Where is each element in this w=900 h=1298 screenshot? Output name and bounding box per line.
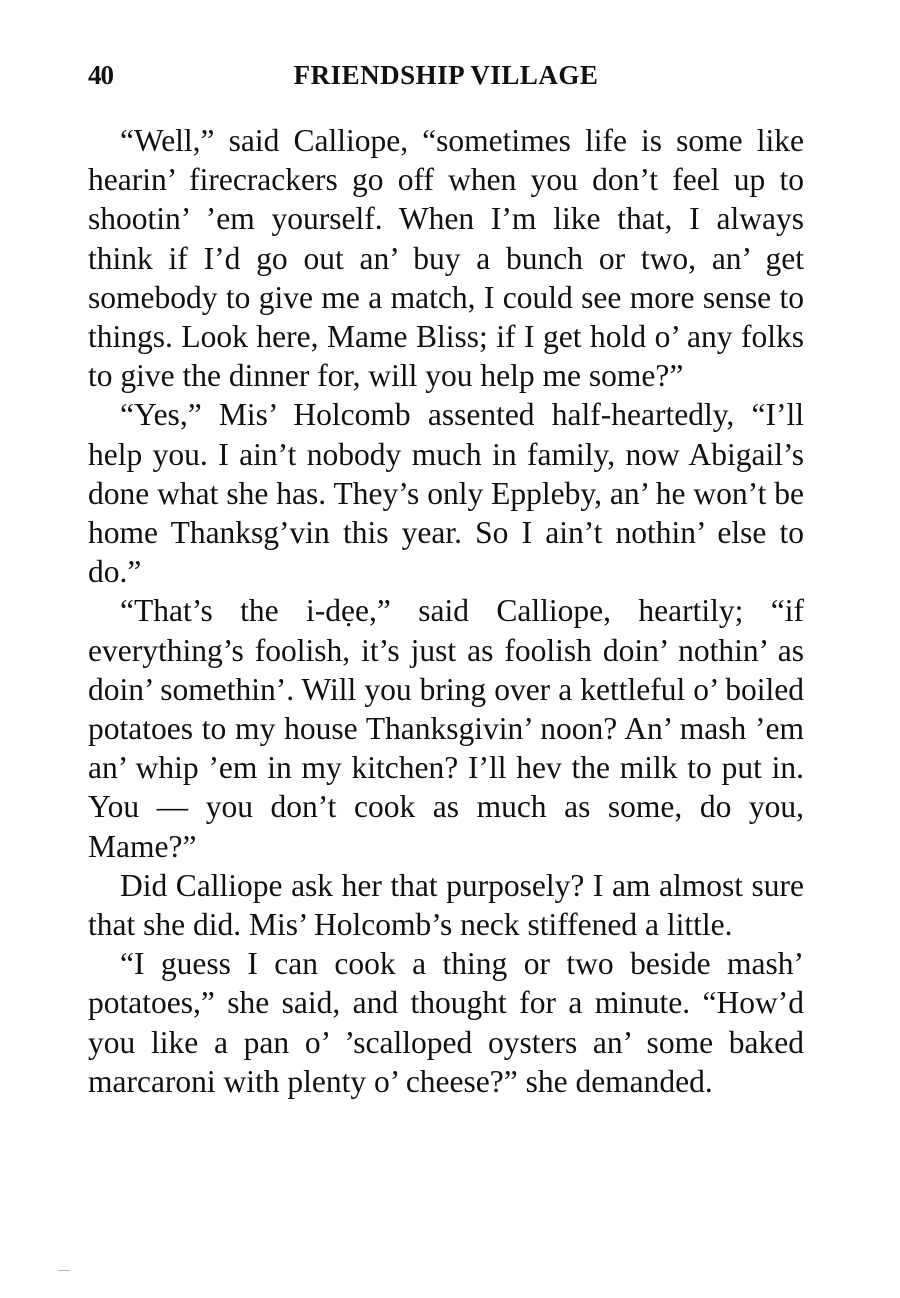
scan-mark	[58, 1270, 70, 1271]
running-head: FRIENDSHIP VILLAGE	[293, 60, 599, 90]
paragraph: “That’s the i-dẹe,” said Calliope, heartily; “if everything’s foolish, it’s just as foolish doin’ nothin’ as doin’ somethin’. Will you bring over a kettleful o’ boiled potatoes to my house Thanksgivin’ noon? An’ mash ’em an’ whip ’em in my kitchen? I’ll hev the milk to put in. You — you don’t cook as much as some, do you, Mame?”	[88, 593, 804, 864]
page-number: 40	[88, 60, 113, 90]
page-header	[88, 60, 804, 96]
paragraph: “I guess I can cook a thing or two beside mash’ potatoes,” she said, and thought for a minute. “How’d you like a pan o’ ’scalloped oysters an’ some baked marcaroni with plenty o’ cheese?” she demanded.	[88, 946, 804, 1099]
paragraph: Did Calliope ask her that purposely? I am almost sure that she did. Mis’ Holcomb’s neck stiffened a little.	[88, 867, 804, 943]
paragraph: “Yes,” Mis’ Holcomb assented half-heartedly, “I’ll help you. I ain’t nobody much in family, now Abigail’s done what she has. They’s only Eppleby, an’ he won’t be home Thanksg’vin this year. So I ain’t nothin’ else to do.”	[88, 397, 804, 590]
body-text	[88, 121, 804, 1101]
paragraph: “Well,” said Calliope, “sometimes life is some like hearin’ firecrackers go off when you don’t feel up to shootin’ ’em yourself. When I’m like that, I always think if I’d go out an’ buy a bunch or two, an’ get somebody to give me a match, I could see more sense to things. Look here, Mame Bliss; if I get hold o’ any folks to give the dinner for, will you help me some?”	[88, 123, 804, 394]
